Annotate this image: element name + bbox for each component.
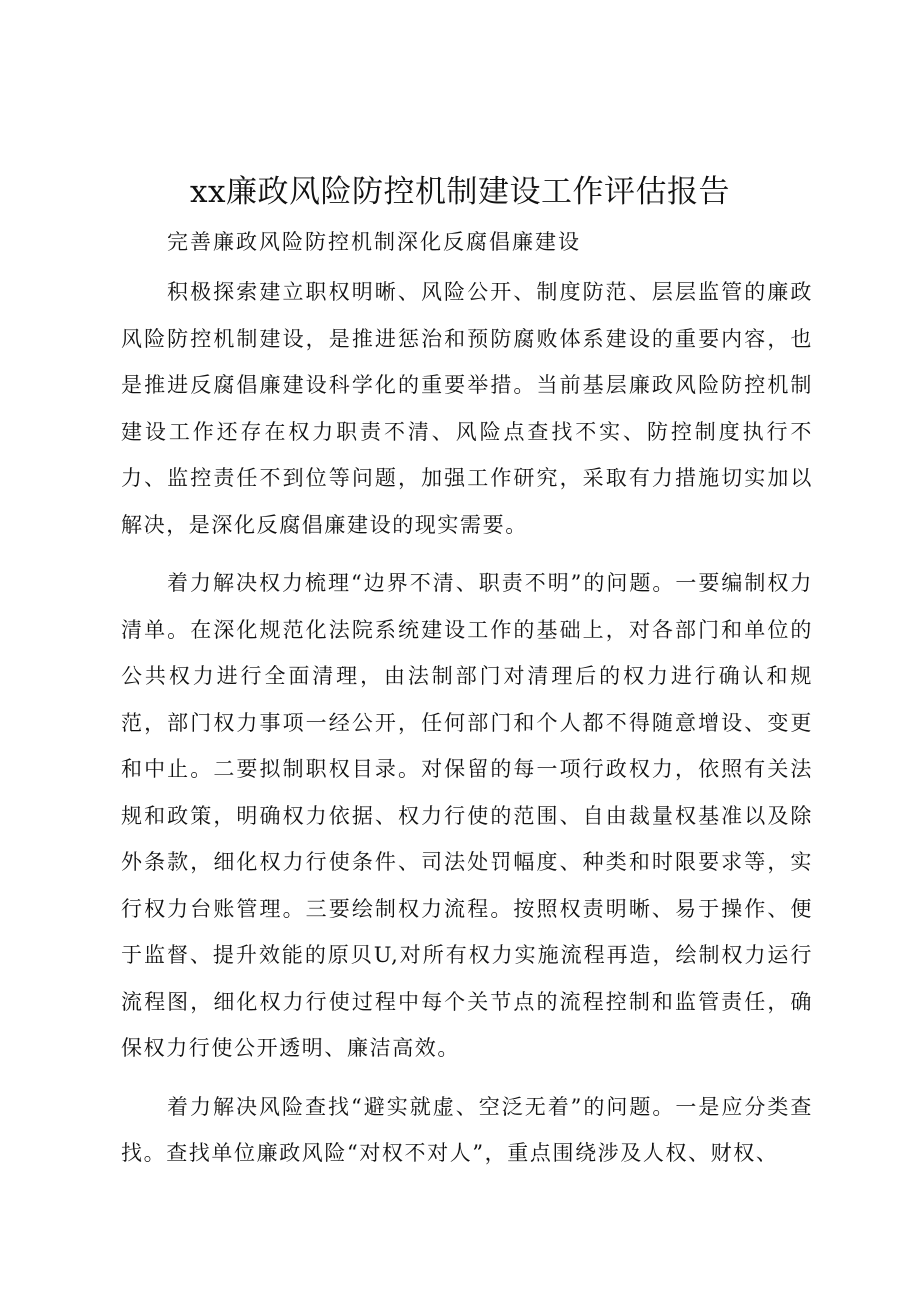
- paragraph: 积极探索建立职权明晰、风险公开、制度防范、层层监管的廉政风险防控机制建设，是推进惩治和预防腐败体系建设的重要内容，也是推进反腐倡廉建设科学化的重要举措。当前基层廉政风险防控机制建设工作还存在权力职责不清、风险点查找不实、防控制度执行不力、监控责任不到位等问题，加强工作研究，采取有力措施切实加以解决，是深化反腐倡廉建设的现实需要。: [121, 280, 813, 537]
- document-body: [121, 269, 813, 1189]
- document-title: xx廉政风险防控机制建设工作评估报告: [190, 174, 730, 210]
- paragraph: 着力解决权力梳理“边界不清、职责不明”的问题。一要编制权力清单。在深化规范化法院系统建设工作的基础上，对各部门和单位的公共权力进行全面清理，由法制部门对清理后的权力进行确认和规范，部门权力事项一经公开，任何部门和个人都不得随意增设、变更和中止。二要拟制职权目录。对保留的每一项行政权力，依照有关法规和政策，明确权力依据、权力行使的范围、自由裁量权基准以及除外条款，细化权力行使条件、司法处罚幅度、种类和时限要求等，实行权力台账管理。三要绘制权力流程。按照权责明晰、易于操作、便于监督、提升效能的原贝U,对所有权力实施流程再造，绘制权力运行流程图，细化权力行使过程中每个关节点的流程控制和监管责任，确保权力行使公开透明、廉洁高效。: [121, 571, 813, 1060]
- paragraph: 着力解决风险查找“避实就虚、空泛无着”的问题。一是应分类查找。查找单位廉政风险“对权不对人”，重点围绕涉及人权、财权、: [121, 1094, 813, 1165]
- document-subtitle: 完善廉政风险防控机制深化反腐倡廉建设: [167, 230, 581, 254]
